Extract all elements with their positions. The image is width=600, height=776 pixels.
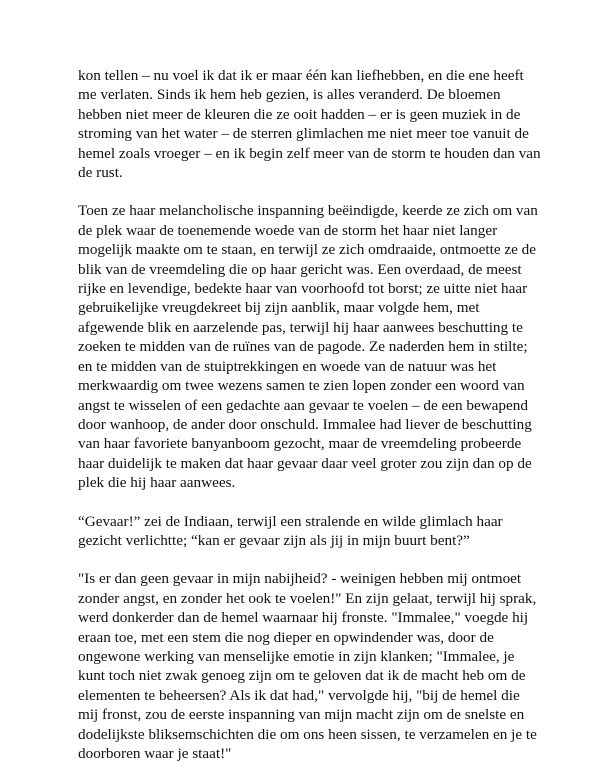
text-line: stroming van het water – de sterren glimlachen me niet meer toe vanuit de bbox=[78, 125, 529, 143]
text-line: hemel zoals vroeger – en ik begin zelf meer van de storm te houden dan van bbox=[78, 144, 541, 162]
text-line: eraan toe, met een stem die nog dieper en opwindender was, door de bbox=[78, 628, 494, 646]
text-line: haar duidelijk te maken dat haar gevaar daar veel groter zou zijn dan op de bbox=[78, 454, 532, 472]
text-line: ongewone werking van menselijke emotie in zijn klanken; "Immalee, je bbox=[78, 647, 515, 665]
text-line: angst te wisselen of een gedachte aan gevaar te voelen – de een bewapend bbox=[78, 396, 528, 414]
text-line: kon tellen – nu voel ik dat ik er maar één kan liefhebben, en die ene heeft bbox=[78, 67, 524, 84]
paragraph bbox=[78, 569, 540, 763]
paragraph bbox=[78, 512, 540, 551]
text-line: door wanhoop, de ander door onschuld. Immalee had liever de beschutting bbox=[78, 415, 532, 433]
paragraph bbox=[78, 201, 540, 492]
text-line: van haar favoriete banyanboom gezocht, maar de vreemdeling probeerde bbox=[78, 435, 522, 453]
text-line: hebben niet meer de kleuren die ze ooit hadden – er is geen muziek in de bbox=[78, 105, 521, 123]
text-line: gebruikelijke vreugdekreet bij zijn aanblik, maar volgde hem, met bbox=[78, 299, 480, 317]
text-line: zoeken te midden van de ruïnes van de pagode. Ze naderden hem in stilte; bbox=[78, 338, 528, 356]
text-line: mij fronst, zou de eerste inspanning van mijn macht zijn om de snelste en bbox=[78, 706, 525, 724]
document-page bbox=[78, 66, 540, 763]
text-line: dodelijkste bliksemschichten die om ons heen sissen, te verzamelen en je te bbox=[78, 725, 537, 743]
text-line: de rust. bbox=[78, 164, 123, 182]
text-line: blik van de vreemdeling die op haar gericht was. Een overdaad, de meest bbox=[78, 260, 522, 278]
text-line: de plek waar de toenemende woede van de storm het haar niet langer bbox=[78, 221, 498, 239]
text-line: en te midden van de stuiptrekkingen en woede van de natuur was het bbox=[78, 357, 497, 375]
text-line: rijke en levendige, bedekte haar van voorhoofd tot borst; ze uitte niet haar bbox=[78, 280, 528, 298]
text-line: me verlaten. Sinds ik hem heb gezien, is alles veranderd. De bloemen bbox=[78, 86, 501, 104]
paragraph bbox=[78, 66, 540, 182]
text-line: “Gevaar!” zei de Indiaan, terwijl een stralende en wilde glimlach haar bbox=[78, 512, 503, 530]
text-line: mogelijk maakte om te staan, en terwijl ze zich omdraaide, ontmoette ze de bbox=[78, 241, 536, 259]
text-line: werd donkerder dan de hemel waarnaar hij fronste. "Immalee," voegde hij bbox=[78, 609, 529, 627]
text-line: zonder angst, en zonder het ook te voelen!" En zijn gelaat, terwijl hij sprak, bbox=[78, 589, 537, 607]
text-line: merkwaardig om twee wezens samen te zien lopen zonder een woord van bbox=[78, 377, 525, 395]
text-line: gezicht verlichtte; “kan er gevaar zijn als jij in mijn buurt bent?” bbox=[78, 531, 470, 549]
text-line: Toen ze haar melancholische inspanning beëindigde, keerde ze zich om van bbox=[78, 202, 538, 220]
text-line: plek die hij haar aanwees. bbox=[78, 474, 236, 492]
text-line: doorboren waar je staat!" bbox=[78, 745, 232, 762]
text-line: afgewende blik en aarzelende pas, terwijl hij haar aanwees beschutting te bbox=[78, 318, 523, 336]
text-line: elementen te beheersen? Als ik dat had," vervolgde hij, "bij de hemel die bbox=[78, 686, 520, 704]
text-line: "Is er dan geen gevaar in mijn nabijheid? - weinigen hebben mij ontmoet bbox=[78, 570, 522, 588]
text-line: kunt toch niet zwak genoeg zijn om te geloven dat ik de macht heb om de bbox=[78, 667, 526, 685]
